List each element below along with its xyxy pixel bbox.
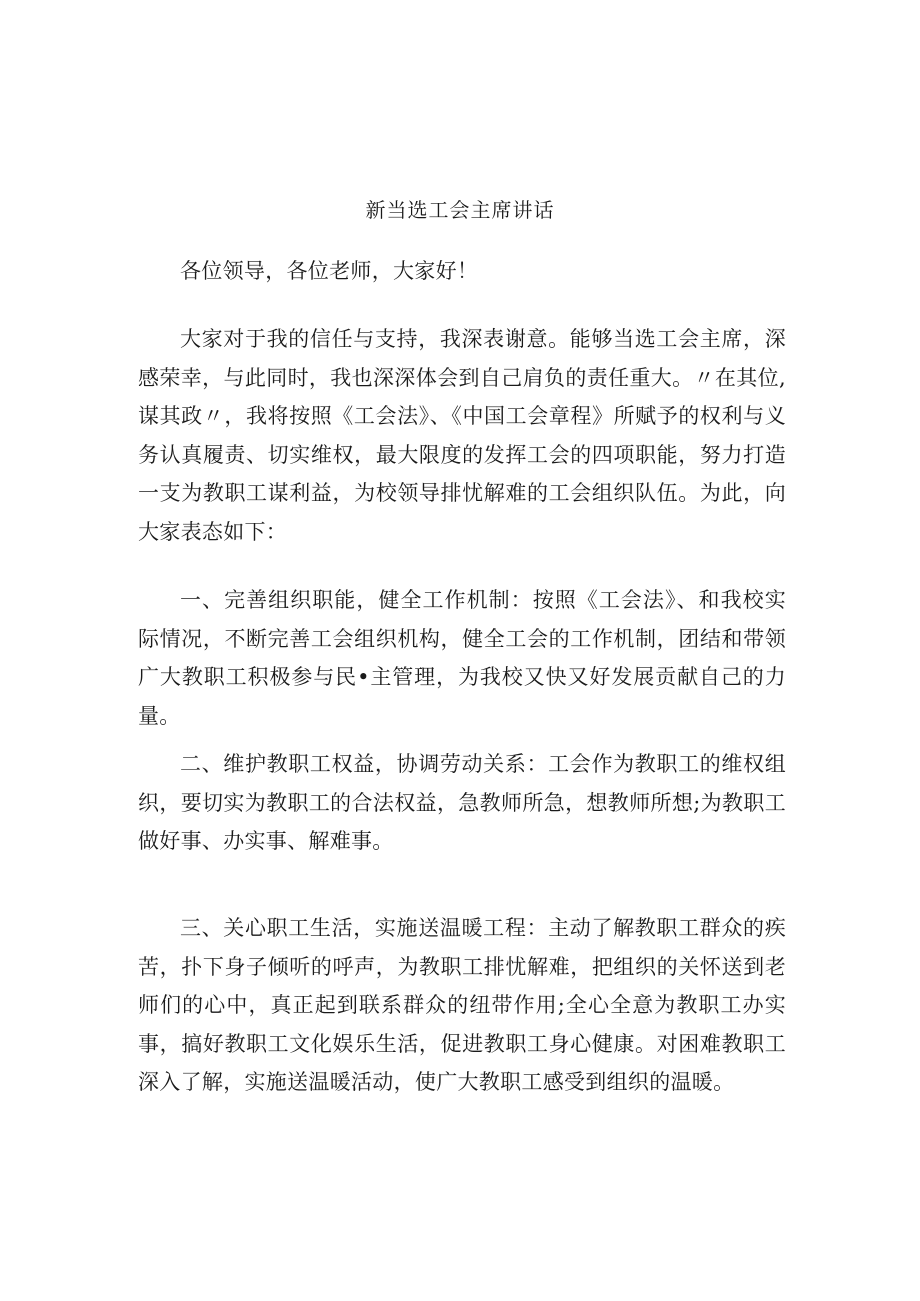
- document-title: 新当选工会主席讲话: [365, 198, 555, 222]
- point-two-paragraph: 二、维护教职工权益，协调劳动关系：工会作为教职工的维权组织，要切实为教职工的合法权益，急教师所急，想教师所想;为教职工做好事、办实事、解难事。: [138, 752, 786, 853]
- point-one-paragraph: 一、完善组织职能，健全工作机制：按照《工会法》、和我校实际情况，不断完善工会组织机构，健全工会的工作机制，团结和带领广大教职工积极参与民•主管理，为我校又快又好发展贡献自己的力量。: [138, 588, 786, 728]
- point-three-paragraph: 三、关心职工生活，实施送温暖工程：主动了解教职工群众的疾苦，扑下身子倾听的呼声，为教职工排忧解难，把组织的关怀送到老师们的心中，真正起到联系群众的纽带作用;全心全意为教职工办实事，搞好教职工文化娱乐生活，促进教职工身心健康。对困难教职工深入了解，实施送温暖活动，使广大教职工感受到组织的温暖。: [138, 916, 786, 1094]
- intro-paragraph: 大家对于我的信任与支持，我深表谢意。能够当选工会主席，深感荣幸，与此同时，我也深深体会到自己肩负的责任重大。〃在其位,谋其政〃，我将按照《工会法》、《中国工会章程》所赋予的权利与义务认真履责、切实维权，最大限度的发挥工会的四项职能，努力打造一支为教职工谋利益，为校领导排忧解难的工会组织队伍。为此，向大家表态如下：: [138, 327, 786, 544]
- greeting-paragraph: 各位领导，各位老师，大家好！: [180, 259, 479, 283]
